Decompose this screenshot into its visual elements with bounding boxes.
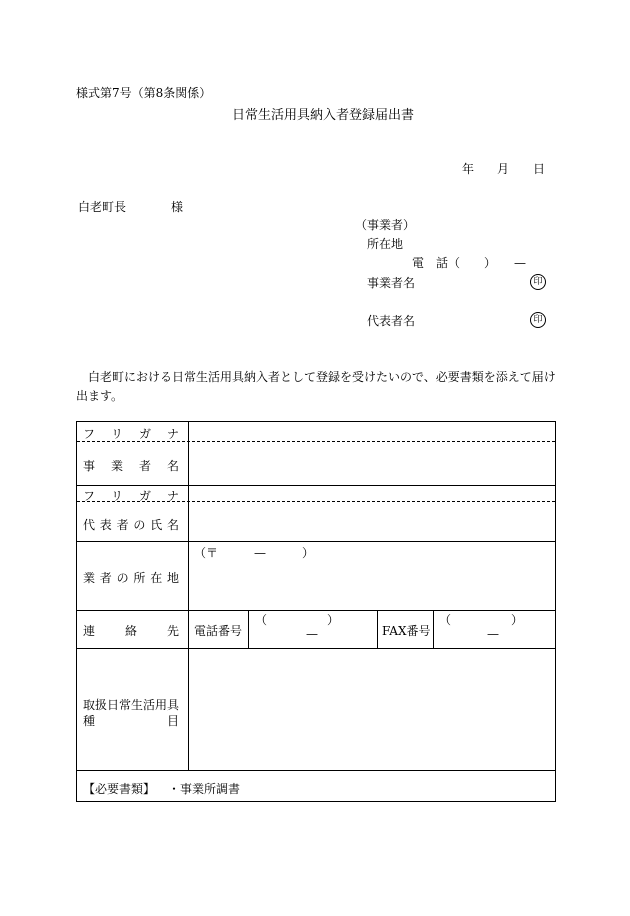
label-address: 業 者 の 所 在 地 bbox=[83, 571, 179, 585]
business-address-label: 所在地 bbox=[367, 237, 404, 251]
business-company-label: 事業者名 bbox=[367, 276, 416, 290]
addressee-name: 白老町長 bbox=[78, 200, 127, 214]
label-items-line1: 取扱日常生活用具 bbox=[83, 698, 180, 712]
postal-code-field[interactable]: （〒 — ） bbox=[194, 546, 315, 560]
label-furigana-2: フ リ ガ ナ bbox=[83, 489, 179, 503]
label-required-docs: 【必要書類】 bbox=[83, 782, 156, 796]
row-divider bbox=[77, 541, 555, 542]
body-text-line1: 白老町における日常生活用具納入者として登録を受けたいので、必要書類を添えて届け bbox=[88, 370, 556, 384]
furigana-1-input[interactable] bbox=[189, 422, 555, 441]
company-name-input[interactable] bbox=[189, 442, 555, 485]
date-month: 月 bbox=[497, 162, 510, 176]
row-divider bbox=[77, 770, 555, 771]
business-phone-label: 電 話（ ） — bbox=[412, 256, 527, 270]
label-items-line2: 種 目 bbox=[83, 714, 179, 728]
company-seal: 印 bbox=[530, 274, 546, 290]
label-company-name: 事 業 者 名 bbox=[83, 459, 179, 473]
items-input[interactable] bbox=[189, 649, 555, 770]
body-text-line2: 出ます。 bbox=[76, 389, 124, 403]
addressee-suffix: 様 bbox=[171, 200, 184, 214]
fax-paren[interactable]: （ ） bbox=[439, 613, 524, 627]
label-phone-number: 電話番号 bbox=[194, 624, 243, 638]
label-furigana-1: フ リ ガ ナ bbox=[83, 427, 179, 441]
phone-paren[interactable]: （ ） bbox=[255, 613, 340, 627]
date-day: 日 bbox=[533, 162, 546, 176]
furigana-2-input[interactable] bbox=[189, 486, 555, 501]
fax-dash: — bbox=[487, 627, 499, 641]
document-title: 日常生活用具納入者登録届出書 bbox=[232, 108, 415, 123]
business-rep-label: 代表者名 bbox=[367, 314, 416, 328]
phone-dash: — bbox=[306, 627, 318, 641]
rep-seal: 印 bbox=[530, 312, 546, 328]
label-rep-name: 代 表 者 の 氏 名 bbox=[83, 518, 179, 532]
col-divider bbox=[377, 610, 378, 648]
registration-table bbox=[76, 421, 556, 802]
form-number: 様式第7号（第8条関係） bbox=[76, 86, 212, 100]
label-contact: 連 絡 先 bbox=[83, 624, 179, 638]
business-label: （事業者） bbox=[355, 218, 416, 232]
rep-name-input[interactable] bbox=[189, 502, 555, 541]
required-docs-item: ・事業所調書 bbox=[168, 782, 241, 796]
label-fax-number: FAX番号 bbox=[382, 624, 431, 638]
col-divider bbox=[433, 610, 434, 648]
col-divider bbox=[248, 610, 249, 648]
date-year: 年 bbox=[462, 162, 475, 176]
